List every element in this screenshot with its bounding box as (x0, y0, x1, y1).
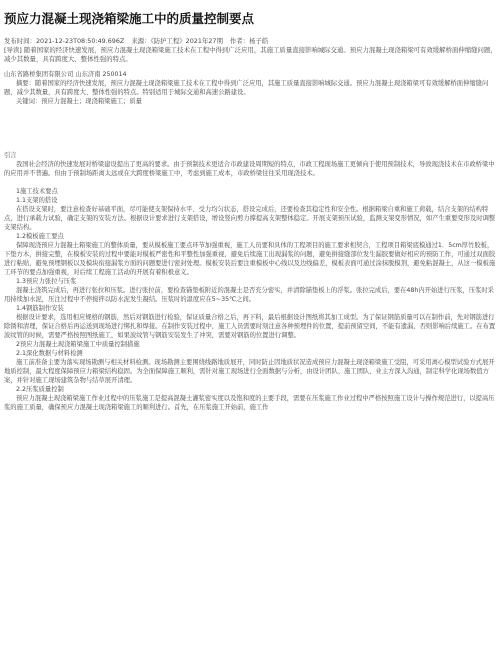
paragraph: 预应力混凝土现浇箱梁施工作业过程中的压浆施工是提高混凝土灌浆密实度以及饱和度的主要手段，需要在压浆施工作业过程中严格按照施工设计与操作规范进行，以提高压浆的施工质量，确保预应力混凝土现浇箱梁施工的顺利进行。首先，在压浆施工开始前，施工作 (4, 395, 495, 411)
paragraph: 根据设计要求，选用相应规格的钢筋，然后对钢筋进行检验，保证质量合格之后，再下料，最后根据设计图纸将其加工成型。为了保证钢筋质量可以在制作前，先对钢筋进行除锈和清理，保证合格后再运送到现场进行绑扎和焊接。在制作安装过程中，施工人员需要时刻注意各种预埋件的位置，提前预留空间，不能有遗漏，否则影响后续施工。在布置波纹管的时候，需要严格按照图纸施工，如果波纹管与钢筋安装发生了冲突，需要对钢筋的位置进行调整。 (4, 314, 496, 339)
article-page (0, 11, 502, 660)
page-title: 预应力混凝土现浇箱梁施工中的质量控制要点 (4, 11, 255, 26)
article-meta (4, 37, 498, 46)
subsection-heading: 1.2模板施工要点 (16, 233, 64, 240)
source: 来源：《防护工程》2021年27期 (131, 37, 223, 45)
guide-text: [导读] 随着国家的经济快速发展，预应力混凝土现浇箱梁施工技术在工程中得到广泛应用，其施工质量直接影响城际交通。预应力混凝土现浇箱梁可有效缓解桥面伸缩缝问题，减少其数量，具有跨度大、整体性强的特点。 (4, 46, 497, 63)
paragraph: 混凝土浇筑完成后，再进行张拉和压浆。进行张拉前，要检查锚垫板附近的混凝土是否充分密实，并清除锚垫板上的浮浆。张拉完成后，要在48h内开始进行压浆，压浆时采用持续加水泥，压注过程中不停搅拌以防水泥发生凝结。压浆时的温度应在5~35℃之间。 (4, 287, 494, 303)
intro-heading: 引言 (4, 152, 17, 159)
intro-text: 我国社会经济的快速发展对桥梁建设提出了更高的要求。由于预制技术更适合市政建设周期短的特点，市政工程现场施工更倾向于使用预制技术，导致现浇技术在市政桥梁中的应用并不普遍。但由于预制场距离太远或在大跨度桥梁施工中，考虑到施工成本，市政桥梁往往采用现浇技术。 (4, 161, 495, 177)
subsection-heading: 2.1深化数据与材料检测 (16, 350, 83, 357)
section-heading: 2预应力混凝土现浇箱梁施工中质量控制措施 (16, 341, 140, 348)
publish-time: 发布时间：2021-12-23T08:50:49.696Z (4, 37, 125, 45)
subsection-heading: 1.3预应力张拉与压浆 (16, 278, 77, 285)
paragraph: 施工前准备主要为落实现场勘测与相关材料检测。现场勘测主要围绕线路地质展开，同时防止因地质状况造成预应力混凝土现浇箱梁施工受阻，可采用离心模型试验方式展开地质控制，最大程度保障预应力箱梁结构稳固。为全面保障施工顺利，需针对施工现场进行全面数据与分析，由设计团队、施工团队、业主方深入沟通，制定科学化现场数值方案，并针对施工现场建筑杂物与结草展开清理。 (4, 359, 495, 384)
author: 作者：杨子皓 (229, 37, 269, 45)
keywords: 关键词：预应力混凝土；现浇箱梁施工；质量 (16, 98, 142, 105)
subsection-heading: 2.2压浆质量控制 (16, 386, 64, 393)
subsection-heading: 1.4钢筋制作安装 (16, 305, 64, 312)
section-heading: 1施工技术要点 (16, 188, 58, 195)
abstract: 摘要：随着国家的经济快速发展，预应力混凝土现浇箱梁施工技术在工程中得到广泛应用，其施工质量直接影响城际交通。预应力混凝土现浇箱梁可有效缓解桥面伸缩缝问题，减少其数量，具有跨度大、整体性强的特点。特别适用于城际交通和高速公路建设。 (4, 80, 489, 96)
affiliation: 山东省路桥集团有限公司 山东济南 250014 (4, 71, 127, 78)
paragraph: 在搭设支架时，要注意检查好基础平面，尽可能使支架保持水平、受力均匀状态，搭设完成后，还要检查其稳定性和安全性。根据箱梁自重和施工荷载，结合支架的结构特点，进行承载力试验，确定支架的安装方法。根据设计要求进行支架搭设，增设竖向剪力撑提高支架整体稳定。开展支架预压试验，监测支架变形情况，如产生重要变形及时调整支架结构。 (4, 206, 496, 231)
paragraph: 保障现浇预应力混凝土箱梁施工的整体质量，要从模板施工要点环节加强重视，施工人员要和具体的工程项目的施工要求相契合，工程项目箱梁底模通过1．5cm厚竹胶板，下垫方木，拼接完整，在模板安装的过程中要能对模板严密性和平整性加强重视，避免后续施工出现漏浆的问题，避免拼接缝部位发生漏胶要做好相应的预防工作，可通过双面胶进行粘贴，避免预埋钢板以及模块衔接漏浆方面的问题要进行密封处理。模板安装后要注重模板中心线以及边线偏差，模板表面可通过涂抹脱模剂，避免粘混凝土，从这一模板施工环节的要点加强重视，对后续工程施工活动的开展有着积极意义。 (4, 242, 496, 276)
subsection-heading: 1.1支架的搭设 (16, 197, 58, 204)
